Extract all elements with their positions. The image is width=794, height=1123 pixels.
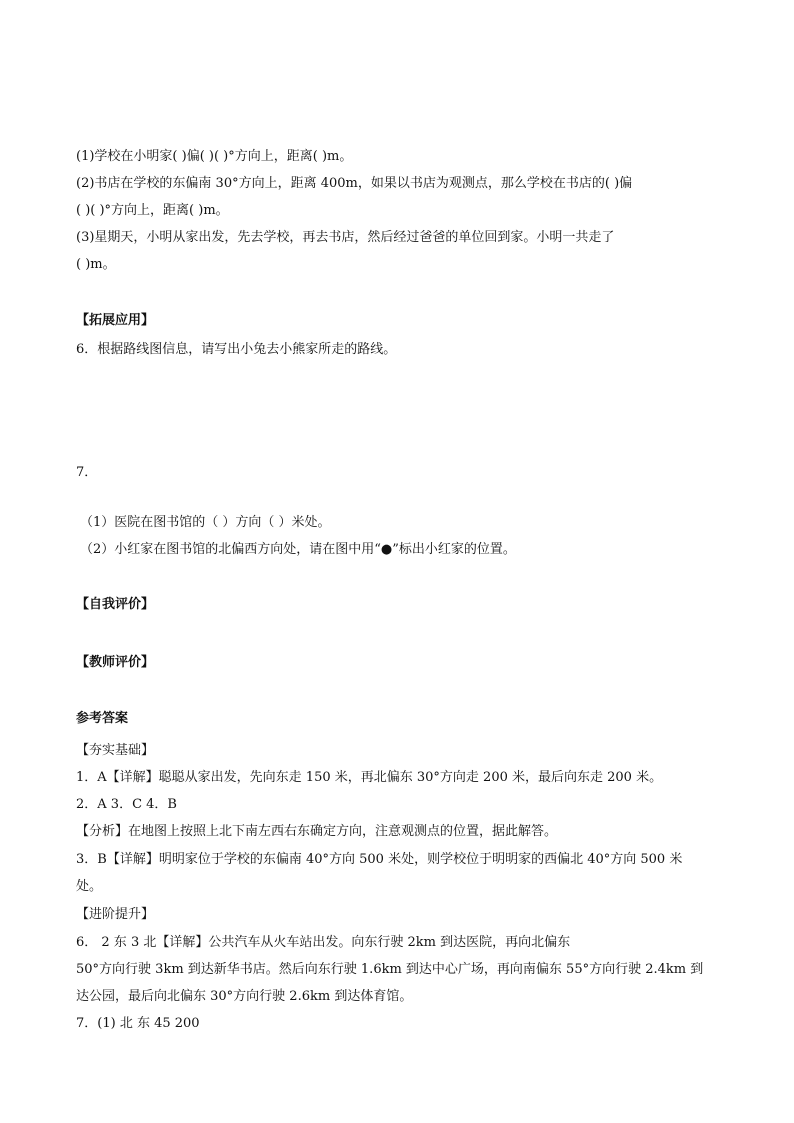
question-7-sub-1: （1）医院在图书馆的（ ）方向（ ）米处。 bbox=[80, 515, 331, 530]
q5-line-5: ( )m。 bbox=[76, 257, 116, 272]
q5-line-3: ( )( )°方向上，距离( )m。 bbox=[76, 203, 229, 218]
answer-line-4: 3．B【详解】明明家位于学校的东偏南 40°方向 500 米处，则学校位于明明家的西偏北 40°方向 500 米 bbox=[76, 852, 683, 867]
answers-heading-basic: 【夯实基础】 bbox=[76, 743, 155, 758]
section-extend-heading: 【拓展应用】 bbox=[76, 313, 155, 328]
answer-line-8: 达公园，最后向北偏东 30°方向行驶 2.6km 到达体育馆。 bbox=[76, 989, 413, 1004]
question-6: 6．根据路线图信息，请写出小兔去小熊家所走的路线。 bbox=[76, 342, 397, 357]
q5-line-4: (3)星期天，小明从家出发，先去学校，再去书店，然后经过爸爸的单位回到家。小明一共走了 bbox=[76, 230, 615, 245]
answer-line-3: 【分析】在地图上按照上北下南左西右东确定方向，注意观测点的位置，据此解答。 bbox=[76, 824, 558, 839]
answers-heading-advanced: 【进阶提升】 bbox=[76, 907, 155, 922]
q5-line-1: (1)学校在小明家( )偏( )( )°方向上，距离( )m。 bbox=[76, 149, 353, 164]
q5-line-2: (2)书店在学校的东偏南 30°方向上，距离 400m，如果以书店为观测点，那么学校在书店的( )偏 bbox=[76, 176, 633, 191]
answer-line-2: 2．A 3．C 4．B bbox=[76, 797, 177, 812]
answer-line-9: 7．(1) 北 东 45 200 bbox=[76, 1016, 200, 1031]
answer-line-6: 6． 2 东 3 北【详解】公共汽车从火车站出发。向东行驶 2km 到达医院，再向北偏东 bbox=[76, 935, 571, 950]
section-teacher-heading: 【教师评价】 bbox=[76, 655, 155, 670]
answer-line-1: 1．A【详解】聪聪从家出发，先向东走 150 米，再北偏东 30°方向走 200 米，最后向东走 200 米。 bbox=[76, 770, 663, 785]
answer-line-5: 处。 bbox=[76, 879, 103, 894]
answer-line-7: 50°方向行驶 3km 到达新华书店。然后向东行驶 1.6km 到达中心广场，再向南偏东 55°方向行驶 2.4km 到 bbox=[76, 962, 704, 977]
question-7-number: 7． bbox=[76, 465, 98, 480]
answers-title: 参考答案 bbox=[76, 711, 129, 726]
question-7-sub-2: （2）小红家在图书馆的北偏西方向处，请在图中用“●”标出小红家的位置。 bbox=[80, 542, 516, 557]
section-self-heading: 【自我评价】 bbox=[76, 597, 155, 612]
